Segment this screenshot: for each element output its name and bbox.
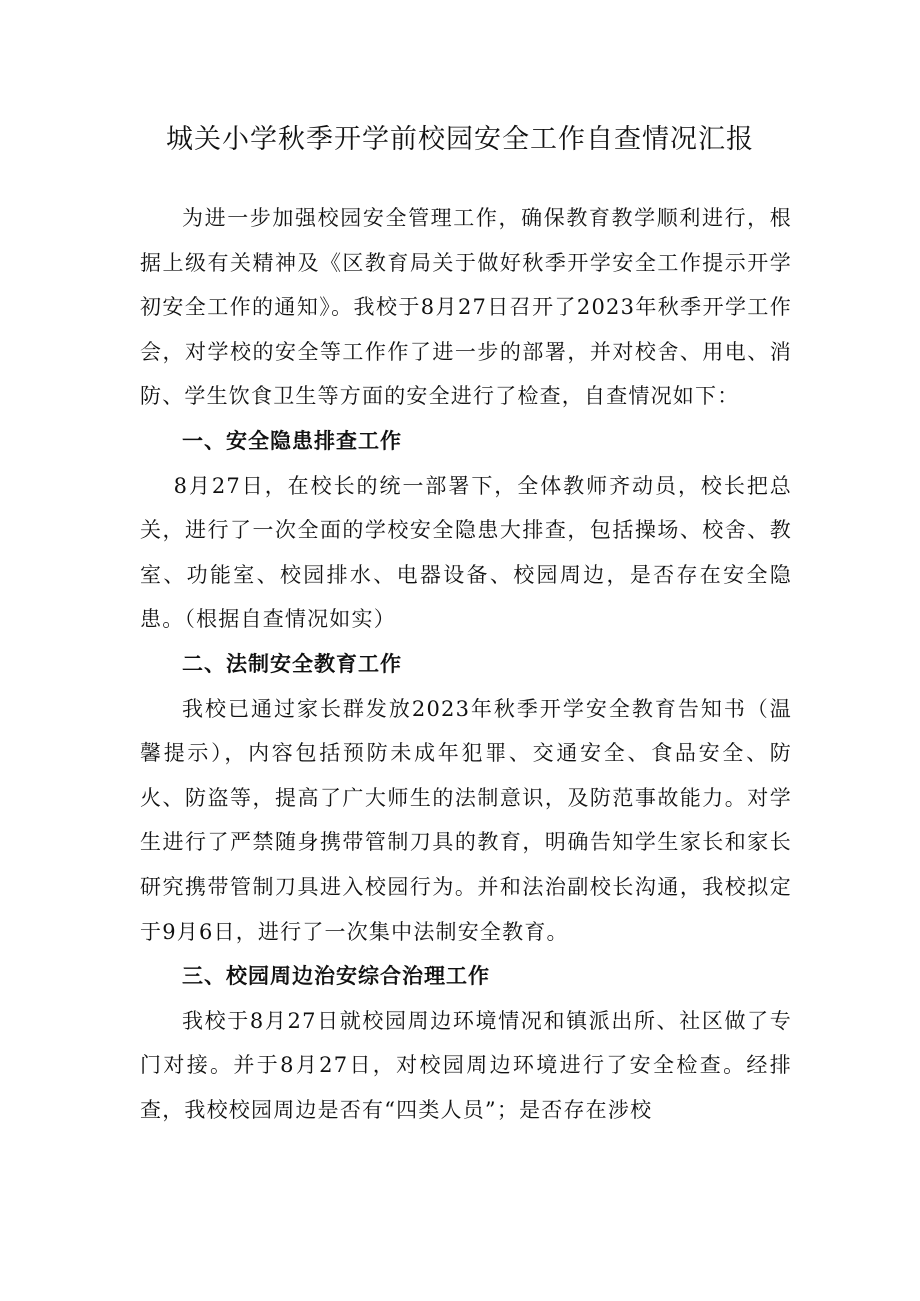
- section-paragraph-2: 我校已通过家长群发放2023年秋季开学安全教育告知书（温馨提示），内容包括预防未成年犯罪、交通安全、食品安全、防火、防盗等，提高了广大师生的法制意识，及防范事故能力。对学生进行了严禁随身携带管制刀具的教育，明确告知学生家长和家长研究携带管制刀具进入校园行为。并和法治副校长沟通，我校拟定于9月6日，进行了一次集中法制安全教育。: [140, 696, 792, 944]
- document-title: 城关小学秋季开学前校园安全工作自查情况汇报: [166, 124, 754, 155]
- section-paragraph-3: 我校于8月27日就校园周边环境情况和镇派出所、社区做了专门对接。并于8月27日，对校园周边环境进行了安全检查。经排查，我校校园周边是否有“四类人员”；是否存在涉校: [140, 1008, 792, 1122]
- section-heading-1: 一、安全隐患排查工作: [182, 428, 402, 453]
- intro-paragraph: 为进一步加强校园安全管理工作，确保教育教学顺利进行，根据上级有关精神及《区教育局关于做好秋季开学安全工作提示开学初安全工作的通知》。我校于8月27日召开了2023年秋季开学工作会，对学校的安全等工作作了进一步的部署，并对校舍、用电、消防、学生饮食卫生等方面的安全进行了检查，自查情况如下：: [140, 206, 792, 409]
- section-paragraph-1: 8月27日，在校长的统一部署下，全体教师齐动员，校长把总关，进行了一次全面的学校安全隐患大排查，包括操场、校舍、教室、功能室、校园排水、电器设备、校园周边，是否存在安全隐患。（根据自查情况如实）: [140, 473, 792, 632]
- document-body: [140, 196, 792, 1132]
- section-heading-3: 三、校园周边治安综合治理工作: [182, 964, 490, 989]
- section-heading-2: 二、法制安全教育工作: [182, 651, 402, 676]
